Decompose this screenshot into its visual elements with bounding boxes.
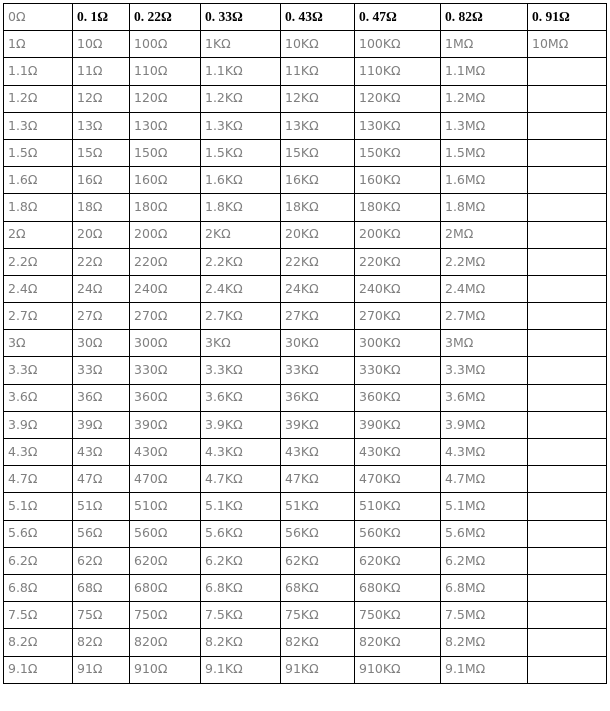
table-cell: 1.2Ω <box>4 85 73 112</box>
table-cell: 8.2KΩ <box>201 629 281 656</box>
table-cell: 1.1Ω <box>4 58 73 85</box>
empty-cell <box>528 303 607 330</box>
table-row <box>4 167 607 194</box>
table-cell: 10KΩ <box>281 31 355 58</box>
table-cell: 2.2MΩ <box>441 248 528 275</box>
table-first-row <box>4 4 607 31</box>
table-cell: 3.9KΩ <box>201 411 281 438</box>
empty-cell <box>528 466 607 493</box>
table-row <box>4 303 607 330</box>
table-cell: 11Ω <box>73 58 130 85</box>
table-cell: 43Ω <box>73 439 130 466</box>
table-cell: 3MΩ <box>441 330 528 357</box>
table-cell: 1.3Ω <box>4 112 73 139</box>
table-cell: 220Ω <box>130 248 201 275</box>
table-cell: 6.2Ω <box>4 547 73 574</box>
table-cell: 270KΩ <box>355 303 441 330</box>
table-cell: 0. 22Ω <box>130 4 201 31</box>
table-cell: 1.8Ω <box>4 194 73 221</box>
table-cell: 100KΩ <box>355 31 441 58</box>
table-row <box>4 547 607 574</box>
table-cell: 9.1MΩ <box>441 656 528 683</box>
table-cell: 1MΩ <box>441 31 528 58</box>
table-cell: 0. 47Ω <box>355 4 441 31</box>
table-cell: 20Ω <box>73 221 130 248</box>
empty-cell <box>528 139 607 166</box>
table-cell: 910KΩ <box>355 656 441 683</box>
table-cell: 300KΩ <box>355 330 441 357</box>
table-cell: 330KΩ <box>355 357 441 384</box>
table-cell: 1.6MΩ <box>441 167 528 194</box>
table-cell: 2MΩ <box>441 221 528 248</box>
table-row <box>4 221 607 248</box>
table-cell: 360KΩ <box>355 384 441 411</box>
table-cell: 560Ω <box>130 520 201 547</box>
table-cell: 470Ω <box>130 466 201 493</box>
empty-cell <box>528 330 607 357</box>
table-cell: 62KΩ <box>281 547 355 574</box>
empty-cell <box>528 411 607 438</box>
empty-cell <box>528 85 607 112</box>
table-cell: 110KΩ <box>355 58 441 85</box>
table-cell: 3.9MΩ <box>441 411 528 438</box>
empty-cell <box>528 439 607 466</box>
table-row <box>4 112 607 139</box>
table-cell: 1.1MΩ <box>441 58 528 85</box>
table-cell: 180KΩ <box>355 194 441 221</box>
table-cell: 4.7Ω <box>4 466 73 493</box>
table-cell: 1.3KΩ <box>201 112 281 139</box>
table-cell: 620KΩ <box>355 547 441 574</box>
table-cell: 560KΩ <box>355 520 441 547</box>
table-cell: 68Ω <box>73 574 130 601</box>
table-cell: 750Ω <box>130 602 201 629</box>
table-cell: 30Ω <box>73 330 130 357</box>
table-cell: 1KΩ <box>201 31 281 58</box>
table-cell: 1.5KΩ <box>201 139 281 166</box>
table-cell: 750KΩ <box>355 602 441 629</box>
table-cell: 1.8KΩ <box>201 194 281 221</box>
table-cell: 36Ω <box>73 384 130 411</box>
table-cell: 8.2Ω <box>4 629 73 656</box>
table-cell: 8.2MΩ <box>441 629 528 656</box>
table-cell: 3.6Ω <box>4 384 73 411</box>
empty-cell <box>528 221 607 248</box>
table-cell: 91KΩ <box>281 656 355 683</box>
table-cell: 200KΩ <box>355 221 441 248</box>
table-cell: 6.8Ω <box>4 574 73 601</box>
table-cell: 180Ω <box>130 194 201 221</box>
table-cell: 33Ω <box>73 357 130 384</box>
table-cell: 13Ω <box>73 112 130 139</box>
table-cell: 4.7MΩ <box>441 466 528 493</box>
table-cell: 3.3KΩ <box>201 357 281 384</box>
table-cell: 4.3KΩ <box>201 439 281 466</box>
table-cell: 18Ω <box>73 194 130 221</box>
table-cell: 75Ω <box>73 602 130 629</box>
empty-cell <box>528 520 607 547</box>
table-cell: 33KΩ <box>281 357 355 384</box>
table-row <box>4 58 607 85</box>
table-row <box>4 493 607 520</box>
table-cell: 3.3Ω <box>4 357 73 384</box>
table-cell: 680Ω <box>130 574 201 601</box>
table-cell: 3.6MΩ <box>441 384 528 411</box>
table-cell: 1.8MΩ <box>441 194 528 221</box>
table-cell: 7.5Ω <box>4 602 73 629</box>
empty-cell <box>528 493 607 520</box>
table-cell: 360Ω <box>130 384 201 411</box>
table-cell: 5.6Ω <box>4 520 73 547</box>
table-cell: 160Ω <box>130 167 201 194</box>
table-cell: 51KΩ <box>281 493 355 520</box>
table-cell: 82KΩ <box>281 629 355 656</box>
table-cell: 4.3Ω <box>4 439 73 466</box>
table-cell: 4.7KΩ <box>201 466 281 493</box>
table-cell: 2.7Ω <box>4 303 73 330</box>
table-cell: 36KΩ <box>281 384 355 411</box>
table-cell: 6.2KΩ <box>201 547 281 574</box>
table-cell: 510KΩ <box>355 493 441 520</box>
table-row <box>4 275 607 302</box>
table-cell: 2.4KΩ <box>201 275 281 302</box>
table-cell: 2.2Ω <box>4 248 73 275</box>
table-row <box>4 629 607 656</box>
empty-cell <box>528 602 607 629</box>
table-row <box>4 139 607 166</box>
table-cell: 0. 1Ω <box>73 4 130 31</box>
table-cell: 47Ω <box>73 466 130 493</box>
table-cell: 120Ω <box>130 85 201 112</box>
table-cell: 7.5KΩ <box>201 602 281 629</box>
table-cell: 39KΩ <box>281 411 355 438</box>
empty-cell <box>528 248 607 275</box>
table-cell: 1.1KΩ <box>201 58 281 85</box>
table-cell: 2.4Ω <box>4 275 73 302</box>
table-cell: 220KΩ <box>355 248 441 275</box>
table-row <box>4 411 607 438</box>
table-cell: 620Ω <box>130 547 201 574</box>
table-cell: 240KΩ <box>355 275 441 302</box>
table-row <box>4 656 607 683</box>
empty-cell <box>528 357 607 384</box>
table-cell: 1.2MΩ <box>441 85 528 112</box>
table-cell: 1.6KΩ <box>201 167 281 194</box>
table-cell: 3.9Ω <box>4 411 73 438</box>
table-cell: 0. 91Ω <box>528 4 607 31</box>
table-cell: 390KΩ <box>355 411 441 438</box>
table-cell: 2KΩ <box>201 221 281 248</box>
table-cell: 7.5MΩ <box>441 602 528 629</box>
table-row <box>4 574 607 601</box>
empty-cell <box>528 656 607 683</box>
table-cell: 0Ω <box>4 4 73 31</box>
table-cell: 15Ω <box>73 139 130 166</box>
resistor-value-table <box>3 3 607 684</box>
table-cell: 18KΩ <box>281 194 355 221</box>
table-cell: 3Ω <box>4 330 73 357</box>
table-cell: 75KΩ <box>281 602 355 629</box>
table-cell: 100Ω <box>130 31 201 58</box>
table-cell: 15KΩ <box>281 139 355 166</box>
table-cell: 0. 33Ω <box>201 4 281 31</box>
empty-cell <box>528 574 607 601</box>
table-cell: 5.1MΩ <box>441 493 528 520</box>
table-cell: 91Ω <box>73 656 130 683</box>
table-cell: 120KΩ <box>355 85 441 112</box>
table-cell: 430KΩ <box>355 439 441 466</box>
table-row <box>4 384 607 411</box>
table-cell: 68KΩ <box>281 574 355 601</box>
table-row <box>4 602 607 629</box>
table-cell: 62Ω <box>73 547 130 574</box>
table-cell: 110Ω <box>130 58 201 85</box>
table-cell: 430Ω <box>130 439 201 466</box>
table-cell: 160KΩ <box>355 167 441 194</box>
table-cell: 1.6Ω <box>4 167 73 194</box>
table-cell: 9.1KΩ <box>201 656 281 683</box>
table-cell: 300Ω <box>130 330 201 357</box>
table-cell: 5.1Ω <box>4 493 73 520</box>
table-cell: 12Ω <box>73 85 130 112</box>
table-cell: 470KΩ <box>355 466 441 493</box>
table-cell: 3.3MΩ <box>441 357 528 384</box>
table-cell: 130KΩ <box>355 112 441 139</box>
table-cell: 27KΩ <box>281 303 355 330</box>
table-cell: 1.5Ω <box>4 139 73 166</box>
table-cell: 150KΩ <box>355 139 441 166</box>
table-cell: 12KΩ <box>281 85 355 112</box>
empty-cell <box>528 275 607 302</box>
table-cell: 130Ω <box>130 112 201 139</box>
empty-cell <box>528 167 607 194</box>
table-row <box>4 357 607 384</box>
table-cell: 82Ω <box>73 629 130 656</box>
table-row <box>4 85 607 112</box>
table-cell: 1.2KΩ <box>201 85 281 112</box>
table-cell: 13KΩ <box>281 112 355 139</box>
table-cell: 30KΩ <box>281 330 355 357</box>
table-row <box>4 330 607 357</box>
table-row <box>4 520 607 547</box>
table-cell: 24Ω <box>73 275 130 302</box>
table-cell: 39Ω <box>73 411 130 438</box>
table-cell: 27Ω <box>73 303 130 330</box>
table-cell: 24KΩ <box>281 275 355 302</box>
table-cell: 0. 82Ω <box>441 4 528 31</box>
empty-cell <box>528 547 607 574</box>
table-cell: 510Ω <box>130 493 201 520</box>
empty-cell <box>528 629 607 656</box>
table-row <box>4 248 607 275</box>
table-cell: 240Ω <box>130 275 201 302</box>
table-row <box>4 439 607 466</box>
table-row <box>4 466 607 493</box>
table-cell: 3.6KΩ <box>201 384 281 411</box>
table-cell: 9.1Ω <box>4 656 73 683</box>
table-cell: 330Ω <box>130 357 201 384</box>
table-cell: 390Ω <box>130 411 201 438</box>
table-cell: 150Ω <box>130 139 201 166</box>
table-cell: 5.6MΩ <box>441 520 528 547</box>
empty-cell <box>528 194 607 221</box>
table-cell: 10MΩ <box>528 31 607 58</box>
table-cell: 4.3MΩ <box>441 439 528 466</box>
table-row <box>4 31 607 58</box>
table-cell: 910Ω <box>130 656 201 683</box>
table-cell: 820Ω <box>130 629 201 656</box>
table-cell: 2.2KΩ <box>201 248 281 275</box>
table-cell: 820KΩ <box>355 629 441 656</box>
table-cell: 1.5MΩ <box>441 139 528 166</box>
table-cell: 22KΩ <box>281 248 355 275</box>
table-cell: 6.2MΩ <box>441 547 528 574</box>
table-cell: 1.3MΩ <box>441 112 528 139</box>
table-cell: 3KΩ <box>201 330 281 357</box>
empty-cell <box>528 58 607 85</box>
table-cell: 2.7MΩ <box>441 303 528 330</box>
table-cell: 22Ω <box>73 248 130 275</box>
table-cell: 16Ω <box>73 167 130 194</box>
table-row <box>4 194 607 221</box>
table-cell: 16KΩ <box>281 167 355 194</box>
table-cell: 2Ω <box>4 221 73 248</box>
table-cell: 2.7KΩ <box>201 303 281 330</box>
table-cell: 51Ω <box>73 493 130 520</box>
table-cell: 200Ω <box>130 221 201 248</box>
table-cell: 6.8MΩ <box>441 574 528 601</box>
table-cell: 56KΩ <box>281 520 355 547</box>
table-cell: 43KΩ <box>281 439 355 466</box>
table-cell: 2.4MΩ <box>441 275 528 302</box>
table-cell: 6.8KΩ <box>201 574 281 601</box>
table-body <box>4 4 607 684</box>
table-cell: 270Ω <box>130 303 201 330</box>
table-cell: 47KΩ <box>281 466 355 493</box>
table-cell: 11KΩ <box>281 58 355 85</box>
empty-cell <box>528 384 607 411</box>
table-cell: 680KΩ <box>355 574 441 601</box>
table-cell: 1Ω <box>4 31 73 58</box>
table-cell: 20KΩ <box>281 221 355 248</box>
table-cell: 56Ω <box>73 520 130 547</box>
table-cell: 5.1KΩ <box>201 493 281 520</box>
table-cell: 10Ω <box>73 31 130 58</box>
table-cell: 5.6KΩ <box>201 520 281 547</box>
table-cell: 0. 43Ω <box>281 4 355 31</box>
empty-cell <box>528 112 607 139</box>
